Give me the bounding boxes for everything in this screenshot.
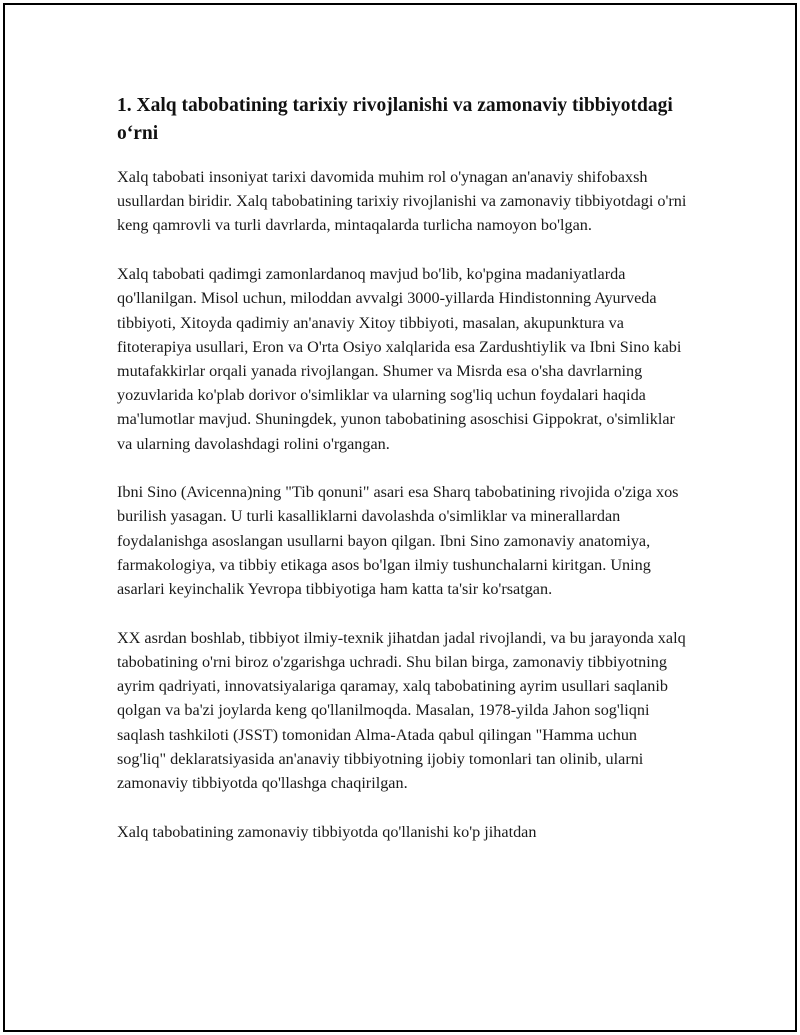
paragraph-20th-century: XX asrdan boshlab, tibbiyot ilmiy-texnik jihatdan jadal rivojlandi, va bu jarayonda xalq tabobatining o'rni biroz o'zgarishga uchradi. Shu bilan birga, zamonaviy tibbiyotning ayrim qadriyati, innovatsiyalariga qaramay, xalq tabobatining ayrim usullari saqlanib qolgan va ba'zi joylarda keng qo'llanilmoqda. Masalan, 1978-yilda Jahon sog'liqni saqlash tashkiloti (JSST) tomonidan Alma-Atada qabul qilingan "Hamma uchun sog'liq" deklaratsiyasida an'anaviy tibbiyotning ijobiy tomonlari tan olinib, ularni zamonaviy tibbiyotda qo'llashga chaqirilgan. (117, 628, 686, 792)
document-body (117, 92, 687, 868)
section-heading: 1. Xalq tabobatining tarixiy rivojlanishi va zamonaviy tibbiyotdagi o‘rni (117, 95, 673, 144)
paragraph-ancient-history: Xalq tabobati qadimgi zamonlardanoq mavjud bo'lib, ko'pgina madaniyatlarda qo'llanilgan. Misol uchun, miloddan avvalgi 3000-yillarda Hindistonning Ayurveda tibbiyoti, Xitoyda qadimiy an'anaviy Xitoy tibbiyoti, masalan, akupunktura va fitoterapiya usullari, Eron va O'rta Osiyo xalqlarida esa Zardushtiylik va Ibni Sino kabi mutafakkirlar orqali yanada rivojlangan. Shumer va Misrda esa o'sha davrlarning yozuvlarida ko'plab dorivor o'simliklar va ularning sog'liq uchun foydalari haqida ma'lumotlar mavjud. Shuningdek, yunon tabobatining asoschisi Gippokrat, o'simliklar va ularning davolashdagi rolini o'rgangan. (117, 265, 682, 453)
paragraph-modern-use: Xalq tabobatining zamonaviy tibbiyotda qo'llanishi ko'p jihatdan (117, 822, 537, 841)
paragraph-ibn-sino: Ibni Sino (Avicenna)ning "Tib qonuni" asari esa Sharq tabobatining rivojida o'ziga xos burilish yasagan. U turli kasalliklarni davolashda o'simliklar va minerallardan foydalanishga asoslangan usullarni bayon qilgan. Ibni Sino zamonaviy anatomiya, farmakologiya, va tibbiy etikaga asos bo'lgan ilmiy tushunchalarni kiritgan. Uning asarlari keyinchalik Yevropa tibbiyotiga ham katta ta'sir ko'rsatgan. (117, 483, 679, 599)
paragraph-intro: Xalq tabobati insoniyat tarixi davomida muhim rol o'ynagan an'anaviy shifobaxsh usullardan biridir. Xalq tabobatining tarixiy rivojlanishi va zamonaviy tibbiyotdagi o'rni keng qamrovli va turli davrlarda, mintaqalarda turlicha namoyon bo'lgan. (117, 168, 687, 235)
